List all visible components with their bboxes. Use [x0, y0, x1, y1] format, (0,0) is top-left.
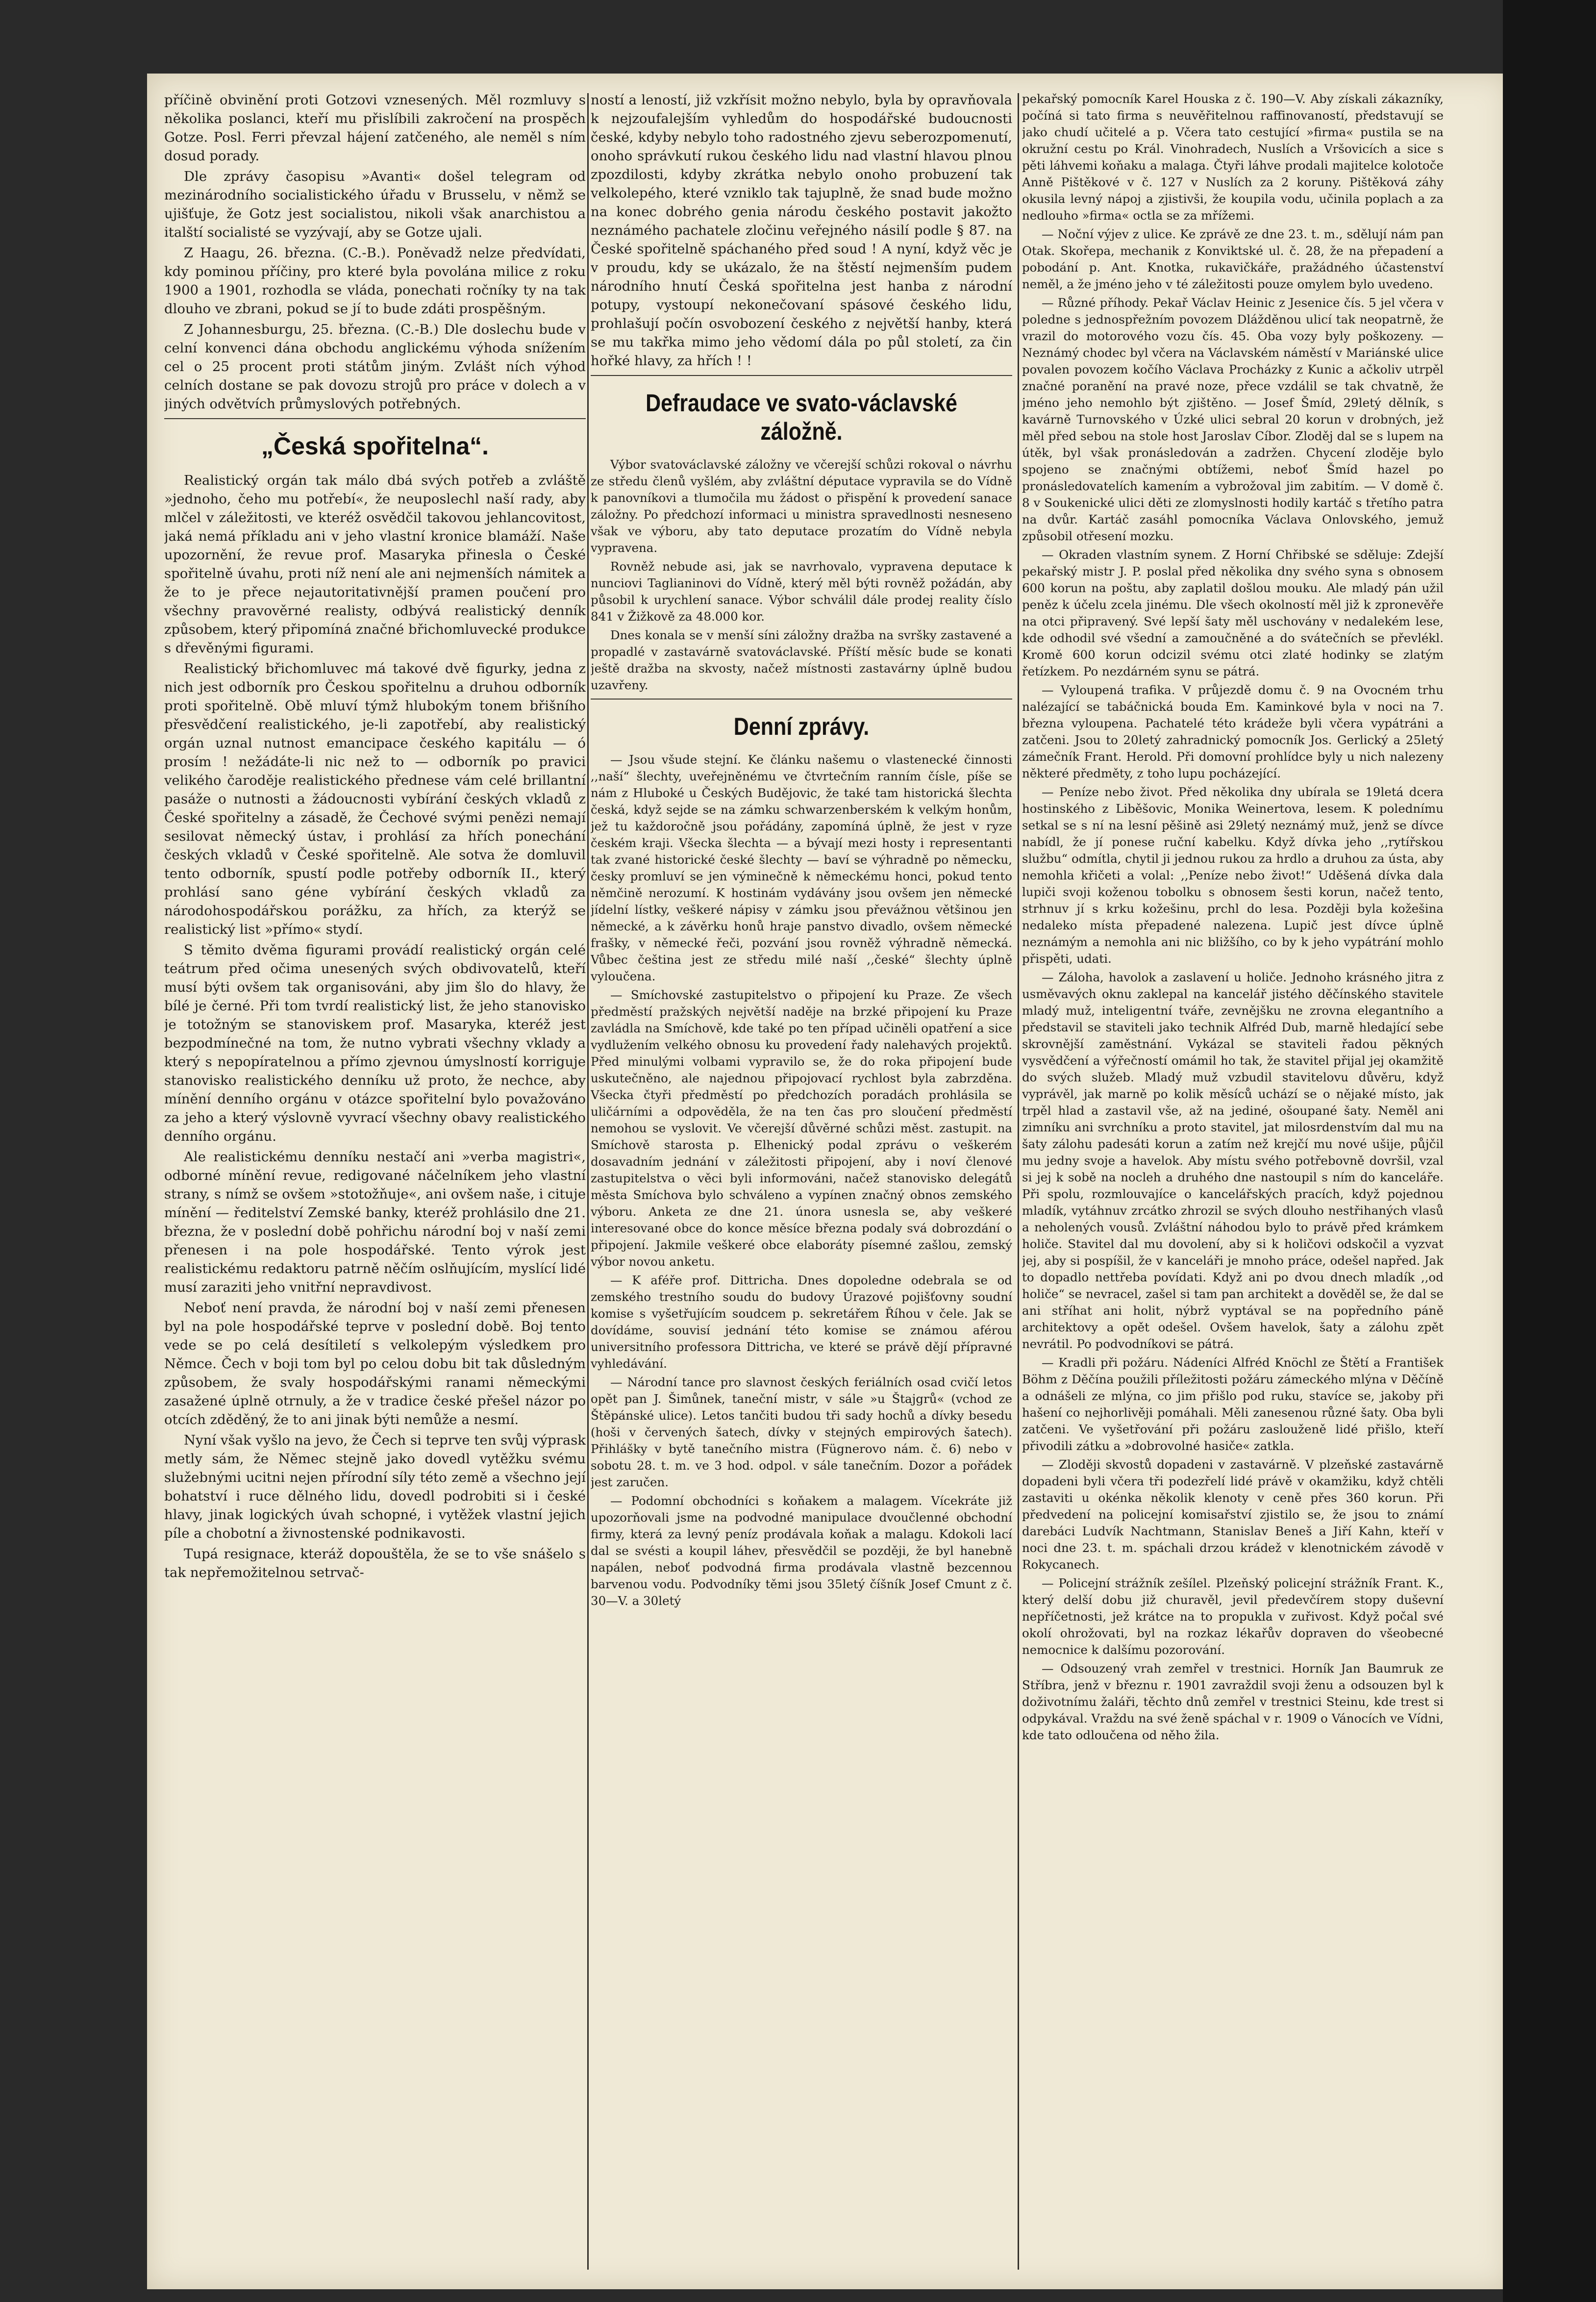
paragraph: Z Haagu, 26. března. (C.-B.). Poněvadž nelze předvídati, kdy pominou příčiny, pro které byla povolána milice z roku 1900 a 1901, rozhodla se vláda, ponechati ročníky ty na tak dlouho ve zbrani, pokud se jí to bude zdáti prospěšným.: [164, 245, 586, 317]
column-1: [164, 91, 586, 2282]
paragraph: — Záloha, havolok a zaslavení u holiče. Jednoho krásného jitra z usměvavých oknu zaklepal na kancelář jistého děčínského stavitele mladý muž, inteligentní tváře, zevnějšku ne zrovna elegantního a představil se staviteli jako technik Alfréd Dub, marně hledající sebe skrovnější zaměstnání. Vykázal se staviteli řadou pěkných vysvědčení a výřečností omámil ho tak, že stavitel přijal jej okamžitě do svých služeb. Mladý muž vzbudil stavitelovu důvěru, když vyprávěl, jak marně po kolik měsíců uchází se o nějaké místo, jak trpěl hlad a zastavil vše, až na jediné, ošoupané šaty. Neměl ani zimníku ani svrchníku a proto stavitel, jat milosrdenstvím dal mu na šaty zálohu padesáti korun a zatím než krejčí mu nové ušije, půjčil mu jedny svoje a havelok. Aby místu svého potřebovně dovršil, vzal si jej k sobě na nocleh a druhého dne nastoupil s ním do kanceláře. Při spolu, rozmlouvajíce o kancelářských pracích, když pojednou mladík, vytáhnuv zrcátko zhrozil se svých dlouho nestřihaných vlasů a neholených vousů. Zvláštní náhodou bylo to právě před krámkem holiče. Stavitel dal mu dovolení, aby si k holičovi odskočil a vyzvat jej, aby si pospíšil, že v kanceláři je mnoho práce, odešel napřed. Jak to dopadlo nettřeba povídati. Když ani po dvou dnech mladík ,,od holiče“ se nevracel, zašel si tam pan architekt a dověděl se, že dal se ani stříhat ani holit, nýbrž vyptával se na popředního páně architektovy a opět odešel. Ovšem havelok, šaty a zálohu zpět nevrátil. Po podvodníkovi se pátrá.: [1022, 970, 1444, 1351]
paragraph: — Jsou všude stejní. Ke článku našemu o vlastenecké činnosti ,,naší“ šlechty, uveřejněnému ve čtvrtečním ranním čísle, píše se nám z Hluboké u Českých Budějovic, že také tam historická šlechta česká, když sejde se na zámku schwarzenberském k velkým honům, jež tu každoročně jsou pořádány, zapomíná úplně, že jest v ryze českém kraji. Všecka šlechta — a bývají mezi hosty i representanti tak zvané historické české šlechty — baví se výhradně po německu, česky promluví se jen výminečně k německému honci, pokud tento němčině nerozumí. K hostinám vydávány jsou ovšem jen německé jídelní lístky, veškeré nápisy v zámku jsou převážnou většinou jen německé, a k závěrku honů hraje panstvo divadlo, ovšem německé frašky, v německé řeči, pozvání jsou rovněž výhradně německá. Vůbec čeština jest ze středu milé naší ,,české“ šlechty úplně vyloučena.: [591, 752, 1012, 983]
paragraph: Realistický břichomluvec má takové dvě figurky, jedna z nich jest odborník pro Českou spořitelnu a druhou odborník proti spořitelně. Obě mluví týmž hlubokým tonem břišního přesvědčení realistického, je-li zapotřebí, aby realistický orgán uznal nutnost emancipace českého kapitálu — ó prosím ! nežádáte-li nic než to — odborník po pravici velikého čaroděje realistického přednese vám celé brillantní pasáže o nutnosti a žádoucnosti vybírání českých vkladů z České spořitelny a zásadě, že Čechové svými penězi nemají sesilovat německý ústav, i prohlásí za hřích ponechání českých vkladů v České spořitelně. Ale sotva že domluvil tento odborník, spustí podle potřeby odborník II., který prohlásí sano géne vybírání českých vkladů za národohospodářskou porážku, za hřích, za kterýž se realistický list »přímo« stydí.: [164, 661, 586, 937]
paragraph: — Policejní strážník zešílel. Plzeňský policejní strážník Frant. K., který delší dobu již churavěl, jevil předevčírem stopy duševní nepříčetnosti, jež krátce na to propukla v zuřivost. Když počal své okolí ohrožovati, byl na rozkaz lékařův dopraven do všeobecné nemocnice k dalšímu pozorování.: [1022, 1576, 1444, 1657]
paragraph: — K aféře prof. Dittricha. Dnes dopoledne odebrala se od zemského trestního soudu do budovy Úrazové pojišťovny soudní komise s vyšetřujícím soudcem p. sekretářem Říhou v čele. Jak se dovídáme, souvisí jednání této komise se známou aférou universitního professora Dittricha, ve které se právě dějí přípravné vyhledávání.: [591, 1273, 1012, 1371]
paragraph: — Národní tance pro slavnost českých feriálních osad cvičí letos opět pan J. Šimůnek, taneční mistr, v sále »u Štajgrů« (vchod ze Štěpánské ulice). Letos tančiti budou tři sady hochů a dívky besedu (hoši v červených šatech, dívky v stejných empirových šatech). Přihlášky v bytě tanečního mistra (Fügnerovo nám. č. 6) nebo v sobotu 28. t. m. ve 3 hod. odpol. v sále tanečním. Dozor a pořádek jest zaručen.: [591, 1375, 1012, 1489]
article-heading-defraudace: Defraudace ve svato-václavské záložně.: [646, 389, 957, 445]
paragraph: — Noční výjev z ulice. Ke zprávě ze dne 23. t. m., sdělují nám pan Otak. Skořepa, mechanik z Konviktské ul. č. 28, že na přepadení a pobodání p. Ant. Knotka, rukavičkáře, pražádného účastenství neměl, a že jméno jeho v té záležitosti pouze omylem bylo uvedeno.: [1022, 227, 1444, 291]
scan-edge: [1503, 0, 1596, 2302]
paragraph: — Smíchovské zastupitelstvo o připojení ku Praze. Ze všech předměstí pražských největší naděje na brzké připojení ku Praze zavládla na Smíchově, kde také po ten případ učiněli opatření a sice vydlužením velkého obnosu ku provedení řady nalehavých projektů. Před minulými volbami vypravilo se, že do roka připojení bude uskutečněno, ale najednou připojovací rychlost byla zabrzděna. Všecka čtyři předměstí po předchozích poradách prohlásila se uličárními a odpověděla, že na ten čas pro sloučení předměstí nemohou se vyslovit. Ve včerejší důvěrné schůzi měst. zastupit. na Smíchově starosta p. Elhenický podal zprávu o veškerém dosavadním jednání v záležitosti připojení, aby i noví členové zastupitelstva o věci byli informováni, načež stanovisko delegátů města Smíchova bylo schváleno a vypínen značný obnos zemského výboru. Anketa ze dne 21. února usnesla se, aby veškeré interesované obce do konce měsíce března podaly svá dobrozdání o připojení. Jakmile veškeré obce elaboráty písemné zašlou, zemský výbor novou anketu.: [591, 988, 1012, 1269]
paragraph: Tupá resignace, kteráž dopouštěla, že se to vše snášelo s tak nepřemožitelnou setrvač-: [164, 1546, 586, 1580]
paragraph: — Odsouzený vrah zemřel v trestnici. Horník Jan Baumruk ze Stříbra, jenž v březnu r. 1901 zavraždil svoji ženu a odsouzen byl k doživotnímu žaláři, těchto dnů zemřel v trestnici Steinu, kde trest si odpykával. Vraždu na své ženě spáchal v r. 1909 o Vánocích ve Vídni, kde tato odloučena od něho žila.: [1022, 1661, 1444, 1742]
paragraph: — Zloději skvostů dopadeni v zastavárně. V plzeňské zastavárně dopadeni byli včera tři podezřelí lidé právě v okamžiku, když chtěli zastaviti u okénka několik klenoty v ceně přes 360 korun. Při předvedení na policejní komisařství zjistilo se, že jsou to známí darebáci Ludvík Nachtmann, Stanislav Beneš a Jiří Kahn, kteří v noci dne 23. t. m. spáchali drzou krádež v klenotnickém závodě v Rokycanech.: [1022, 1457, 1444, 1572]
paragraph: Realistický orgán tak málo dbá svých potřeb a zvláště »jednoho, čeho mu potřebí«, že neuposlechl naší rady, aby mlčel v záležitosti, ve kteréž osvědčil takovou jehlancovitost, jaká nemá příkladu ani v jeho vlastní kronice blamáží. Naše upozornění, že revue prof. Masaryka přinesla o České spořitelně úvahu, proti níž není ale ani nejmenších námitek a že to je přece nejautoritativnější pramen poučení pro všechny pravověrné realisty, odbývá realistický denník způsobem, který připomíná značné břichomluvecké produkce s dřevěnými figurami.: [164, 473, 586, 656]
paragraph: Nyní však vyšlo na jevo, že Čech si teprve ten svůj výprask metly sám, že Němec stejně jako dovedl vytěžku svému služebnými ucitni nejen přírodní síly této země a všechno její bohatství i ruce dělného lidu, dovedl podrobiti si i české hlavy, jinak logických úvah schopné, i vytěžek vlastní jejich píle a chobotní a živnostenské podnikavosti.: [164, 1432, 586, 1541]
paragraph: — Okraden vlastním synem. Z Horní Chřibské se sděluje: Zdejší pekařský mistr J. P. poslal před několika dny svého syna s obnosem 600 korun na poštu, aby zaplatil došlou mouku. Ale mladý pán užil peněz k účelu zcela jinému. Dle všech okolností měl již k zpronevěře na otci připravený. Své lepší šaty měl uschovány v nedalekém lese, kde odhodil své všední a zamoučněné a do svátečních se převlékl. Kromě 600 korun odcizil svému otci zlaté hodinky se zlatým řetízkem. Po nezdárném synu se pátrá.: [1022, 548, 1444, 678]
paragraph: pekařský pomocník Karel Houska z č. 190—V. Aby získali zákazníky, počíná si tato firma s neuvěřitelnou raffinovaností, představují se jako chudí učitelé a p. Včera tato cestující »firma« pustila se na okružní cestu po Král. Vinohradech, Nuslích a Vršovicích a sice s pěti láhvemi koňaku a malaga. Čtyři láhve prodali majitelce kolotoče Anně Pištěkové v č. 127 v Nuslích za 2 koruny. Pištěková záhy okusila levný nápoj a zjistivši, že koupila vodu, učinila poplach a za nedlouho »firma« octla se za mřížemi.: [1022, 92, 1444, 223]
paragraph: — Různé příhody. Pekař Václav Heinic z Jesenice čís. 5 jel včera v poledne s jednospřežním povozem Dlážděnou ulicí tak neopatrně, že vrazil do motorového vozu čís. 45. Oba vozy byly poškozeny. — Neznámý chodec byl včera na Václavském náměstí v Mariánské ulice povalen povozem kočího Václava Procházky z Kunic a ačkoliv utrpěl značné poranění na pravé noze, přece vzdálil se tak chvatně, že jméno jeho nemohlo být zjištěno. — Josef Šmíd, 29letý dělník, s kavárně Turnovského v Úzké ulici sebral 20 korun v drobných, jež měl před sebou na stole host Jaroslav Cíbor. Zloděj dal se s lupem na útěk, byl však pronásledován a zadržen. Chycení zloděje bylo spojeno se značnými obtížemi, neboť Šmíd hazel po pronásledovatelích kamením a vybrožoval jim zabitím. — V domě č. 8 v Soukenické ulici děti ze zlomyslnosti hodily kartáč s třetího patra na dvůr. Kartáč zasáhl pomocníka Václava Onlovského, jemuž způsobil otřesení mozku.: [1022, 296, 1444, 543]
column-3: [1022, 91, 1444, 2282]
paragraph: Dnes konala se v menší síni záložny dražba na svršky zastavené a propadlé v zastavárně svatováclavské. Příští měsíc bude se konati ještě dražba na skvosty, načež místnosti zastavárny úplně budou uzavřeny.: [591, 628, 1012, 692]
column-rule-2: [1018, 93, 1019, 2270]
paragraph: S těmito dvěma figurami provádí realistický orgán celé teátrum před očima unesených svých obdivovatelů, kteří musí býti ovšem tak organisováni, aby jim šlo do hlavy, že bílé je černé. Při tom tvrdí realistický list, že jeho stanovisko je totožným se stanoviskem prof. Masaryka, kteréž jest bezpodmínečné na tom, že nutno vybrati všechny vklady a který s nepopíratelnou a přímo zjevnou úmyslností korriguje stanovisko realistického denníku už proto, že nechce, aby mínění denního orgánu v otázce spořitelní bylo považováno za jeho a který výslovně vyvrací všechny obavy realistického denního orgánu.: [164, 942, 586, 1144]
paragraph: Z Johannesburgu, 25. března. (C.-B.) Dle doslechu bude v celní konvenci dána obchodu anglickému výhoda snížením cel o 25 procent proti státům jiným. Zvlášt ních výhod celních dostane se pak dovozu strojů pro práce v dolech a v jiných odvětvích průmyslových potřebných.: [164, 322, 586, 412]
paragraph: Ale realistickému denníku nestačí ani »verba magistri«, odborné mínění revue, redigované náčelníkem jeho vlastní strany, s nímž se ovšem »stotožňuje«, ani ovšem naše, i cituje mínění — ředitelství Zemské banky, kteréž prohlásilo dne 21. března, že v poslední době pohřichu národní boj v naší zemi přenesen i na pole hospodářské. Tento výrok jest realistickému redaktoru patrně něčím oslňujícím, myslící lidé musí zaraziti jeho vnitřní nepravdivost.: [164, 1149, 586, 1295]
paragraph: Výbor svatováclavské záložny ve včerejší schůzi rokoval o návrhu ze středu členů vyšlém, aby zvláštní députace vypravila se do Vídně k panovníkovi a tlumočila mu žádost o přispění k provedení sanace záložny. Po předchozí informaci u ministra spravedlnosti nesneseno však ve výboru, aby tato deputace prozatím do Vídně nebyla vypravena.: [591, 457, 1012, 555]
column-rule-1: [587, 93, 589, 2270]
article-heading-ceska-sporitelna: „Česká spořitelna“.: [261, 432, 489, 460]
column-2: [591, 91, 1012, 2282]
paragraph: ností a leností, již vzkřísit možno nebylo, byla by opravňovala k nejzoufalejším vyhledům do hospodářské budoucnosti české, kdyby nebylo toho radostného zjevu seberozpomenutí, onoho správkutí rukou českého lidu nad vlastní hlavou plnou zpozdilosti, kdyby zkrátka nebylo onoho probuzení tak velkolepého, které vzniklo tak tajuplně, že snad bude možno na konec dobrého genia národu českého postavit jakožto neznámého pachatele zločinu veřejného násilí podle § 87. na České spořitelně spáchaného před soud ! A nyní, když věc je v proudu, kdy se ukázalo, že na štěstí nejmenším pudem národního hnutí Česká spořitelna jest hanba z národní potupy, vystoupí nekonečovaní spásové českého lidu, prohlašují počín osvobození českého z největší hanby, která se mu takřka mimo jeho vědomí dála po půl století, za čin hořké hlavy, za hřích ! !: [591, 92, 1012, 369]
divider: [591, 375, 1012, 376]
divider: [164, 418, 586, 419]
section-heading-denni-zpravy: Denní zprávy.: [733, 713, 870, 740]
paragraph: příčině obvinění proti Gotzovi vznesených. Měl rozmluvy s několika poslanci, kteří mu přislíbili zakročení na prospěch Gotze. Posl. Ferri převzal hájení zatčeného, ale neměl s ním dosud porady.: [164, 92, 586, 164]
paragraph: — Podomní obchodníci s koňakem a malagem. Vícekráte již upozorňovali jsme na podvodné manipulace dvoučlenné obchodní firmy, která za levný peníz prodávala koňak a malagu. Kdokoli lací dal se svésti a koupil láhev, přesvědčil se později, že byl hanebně napálen, neboť podvodná firma prodávala vlastně bezcennou barvenou vodu. Podvodníky těmi jsou 35letý číšník Josef Cmunt z č. 30—V. a 30letý: [591, 1494, 1012, 1608]
divider: [591, 699, 1012, 700]
paragraph: — Vyloupená trafika. V průjezdě domu č. 9 na Ovocném trhu nalézající se tabáčnická bouda Em. Kaminkové byla v noci na 7. března vyloupena. Pachatelé této krádeže byli včera vypátráni a zatčeni. Jsou to 20letý zahradnický pomocník Jos. Gerlický a 25letý zámečník Frant. Herold. Při domovní prohlídce byly u nich nalezeny některé předměty, z toho lupu pocházející.: [1022, 683, 1444, 780]
paragraph: Dle zprávy časopisu »Avanti« došel telegram od mezinárodního socialistického úřadu v Brusselu, v němž se ujišťuje, že Gotz jest socialistou, nikoli však anarchistou a italští socialisté se vyzývají, aby se Gotze ujali.: [164, 169, 586, 240]
paragraph: Rovněž nebude asi, jak se navrhovalo, vypravena deputace k nunciovi Taglianinovi do Vídně, který měl býti rovněž požádán, aby působil k urychlení sanace. Výbor schválil dále prodej reality číslo 841 v Žižkově za 48.000 kor.: [591, 559, 1012, 624]
paragraph: — Kradli při požáru. Nádeníci Alfréd Knöchl ze Štětí a František Böhm z Děčína použili příležitosti požáru zámeckého mlýna v Děčíně a odnášeli ze mlýna, co jim přišlo pod ruku, stavíce se, jakoby při hašení co nejhorlivěji pomáhali. Měli zanesenou různé šaty. Oba byli zatčeni. Ve vyšetřování při požáru zaslouženě lidé přišlo, kteří přivodili zátku a »dobrovolné hasiče« zatkla.: [1022, 1355, 1444, 1453]
paragraph: Neboť není pravda, že národní boj v naší zemi přenesen byl na pole hospodářské teprve v poslední době. Boj tento vede se po celá desítiletí s velkolepým výsledkem pro Němce. Čech v boji tom byl po celou dobu bit tak důsledným způsobem, že svaly hospodářskými ranami německými zasažené úplně otrnuly, a že v tradice české přešel názor po otcích zděděný, že to ani jinak býti nemůže a nesmí.: [164, 1300, 586, 1427]
paragraph: — Peníze nebo život. Před několika dny ubírala se 19letá dcera hostinského z Liběšovic, Monika Weinertova, lesem. K polednímu setkal se s ní na lesní pěšině asi 29letý neznámý muž, jenž se dívce nabídl, že jí ponese ruční kabelku. Když dívka jeho ,,rytířskou službu“ odmítla, chytil ji jednou rukou za hrdlo a druhou za ústa, aby nemohla křičeti a volal: ,,Peníze nebo život!“ Uděšená dívka dala lupiči svoji koženou tobolku s obnosem šesti korun, načež tento, strhnuv jí s krku kožešinu, prchl do lesa. Později byla kožešina nedaleko místa přepadené nalezena. Lupič jest dívce úplně neznámým a nemohla ani nic bližšího, co by k jeho vypátrání mohlo přispěti, udati.: [1022, 785, 1444, 966]
